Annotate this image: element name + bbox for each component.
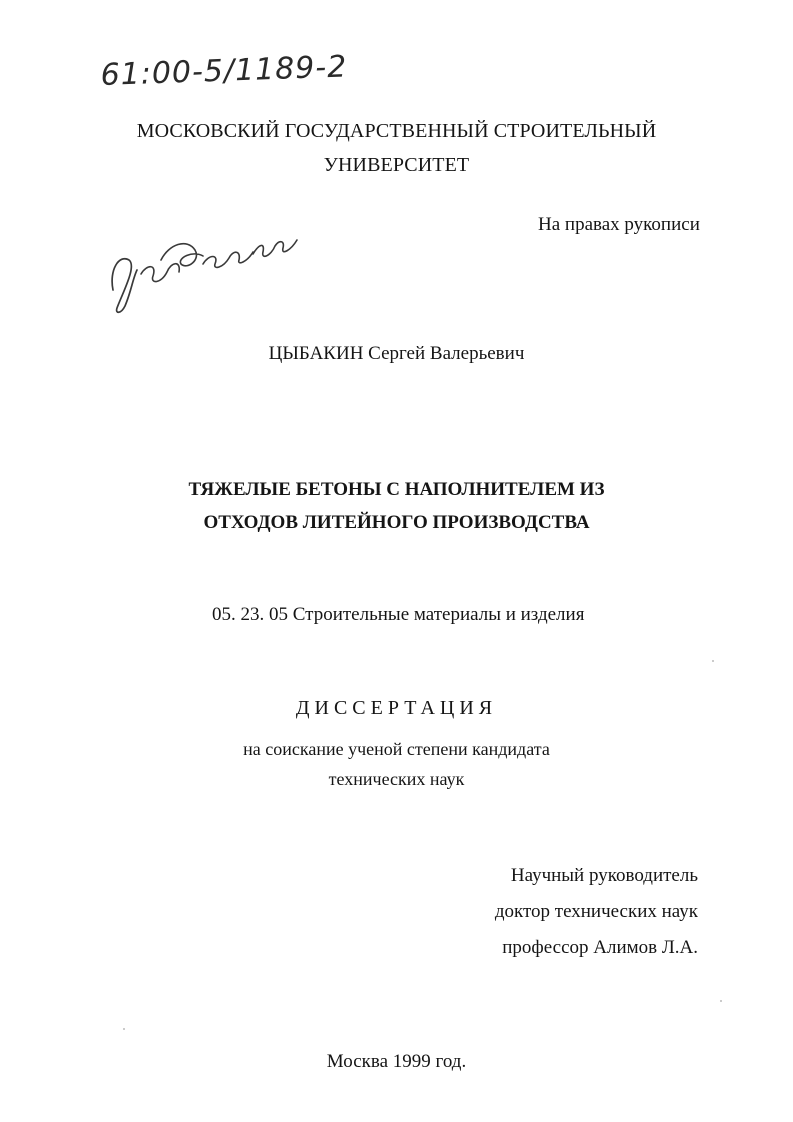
supervisor-block xyxy=(495,858,698,966)
manuscript-rights-note: На правах рукописи xyxy=(538,214,700,235)
author-name: ЦЫБАКИН Сергей Валерьевич xyxy=(268,343,525,364)
supervisor-line-3: профессор Алимов Л.А. xyxy=(502,937,698,958)
degree-line-1: на соискание ученой степени кандидата xyxy=(243,739,550,759)
supervisor-line-2: доктор технических наук xyxy=(494,901,698,922)
city-year: Москва 1999 год. xyxy=(326,1051,467,1072)
university-line-1: МОСКОВСКИЙ ГОСУДАРСТВЕННЫЙ СТРОИТЕЛЬНЫЙ xyxy=(136,120,657,142)
degree-line-2: технических наук xyxy=(328,769,465,789)
university-name xyxy=(0,114,793,182)
archive-code: 61:00-5/1189-2 xyxy=(100,49,348,93)
title-line-1: ТЯЖЕЛЫЕ БЕТОНЫ С НАПОЛНИТЕЛЕМ ИЗ xyxy=(188,479,605,500)
supervisor-line-1: Научный руководитель xyxy=(510,865,698,886)
degree-description xyxy=(0,734,793,794)
document-type: ДИССЕРТАЦИЯ xyxy=(295,697,498,719)
university-line-2: УНИВЕРСИТЕТ xyxy=(323,154,470,176)
scan-speck xyxy=(720,1000,722,1002)
dissertation-title xyxy=(0,473,793,539)
scan-speck xyxy=(712,660,714,662)
specialty-code: 05. 23. 05 Строительные материалы и изделия xyxy=(212,604,585,625)
title-line-2: ОТХОДОВ ЛИТЕЙНОГО ПРОИЗВОДСТВА xyxy=(203,512,590,533)
handwritten-signature xyxy=(103,220,303,320)
scan-speck xyxy=(123,1028,125,1030)
